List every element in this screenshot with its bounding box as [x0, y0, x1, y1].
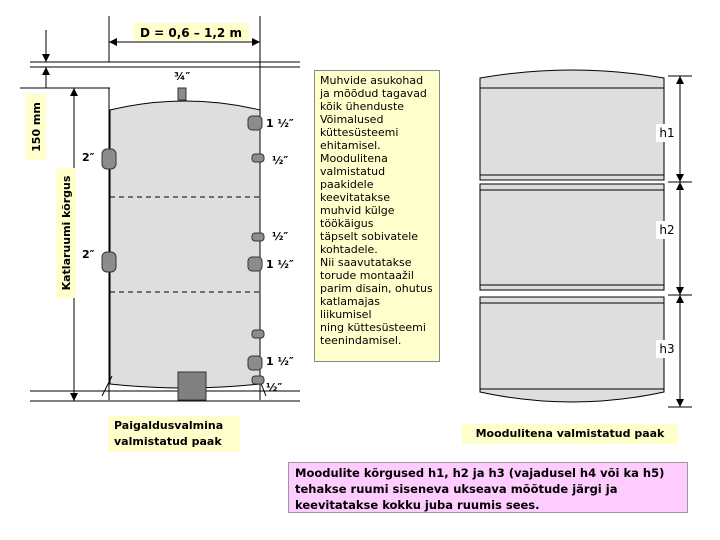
arrow-down [42, 54, 50, 62]
fitting-label-r5: 1 ½″ [266, 355, 294, 368]
bottom-note: Moodulite kõrgused h1, h2 ja h3 (vajadusel h4 või ka h5) tehakse ruumi siseneva ukseava mõõtude järgi ja keevitatakse kokku juba ruumis sees. [288, 462, 688, 513]
module-2 [480, 184, 664, 290]
left-fitting-2 [102, 252, 116, 272]
module-3 [480, 297, 664, 402]
d-label: D = 0,6 – 1,2 m [140, 26, 242, 40]
fitting-label-r6: ½″ [266, 381, 283, 394]
right-fitting-7 [252, 376, 264, 384]
caption-single-tank: Paigaldusvalmina valmistatud paak [108, 416, 240, 452]
module-label-h3: h3 [659, 342, 675, 356]
tank-modular [480, 70, 664, 402]
label-room-height: Katlaruumi kõrgus [60, 175, 73, 291]
fitting-label-r2: ½″ [272, 154, 289, 167]
label-150: 150 mm [30, 102, 43, 152]
left-fitting-1 [102, 149, 116, 169]
module-1 [480, 70, 664, 180]
tank-single [102, 88, 266, 400]
right-fitting-1 [248, 116, 262, 130]
fitting-label-r1: 1 ½″ [266, 117, 294, 130]
fitting-label-l1: 2″ [82, 151, 95, 164]
top-fitting [178, 88, 186, 100]
right-fitting-6 [248, 356, 262, 370]
d-arrow-left [109, 38, 117, 46]
module-label-h2: h2 [659, 223, 675, 237]
right-fitting-4 [248, 257, 262, 271]
caption-modular-tank: Moodulitena valmistatud paak [462, 424, 678, 444]
info-note: Muhvide asukohad ja mõõdud tagavad kõik ühenduste Võimalused küttesüsteemi ehitamisel. Moodulitena valmistatud paakidele keevitatakse muhvid külge töökäigus täpselt sobivatele kohtadele. Nii saavutatakse torude montaažil parim disain, ohutus katlamajas liikumisel ning küttesüsteemi teenindamisel. [314, 70, 440, 362]
d-arrow-right [252, 38, 260, 46]
arrow-down-room [70, 393, 78, 401]
fitting-label-r3: ½″ [272, 230, 289, 243]
fitting-label-top: ¾″ [174, 70, 191, 83]
fitting-label-r4: 1 ½″ [266, 258, 294, 271]
right-fitting-3 [252, 233, 264, 241]
right-fitting-5 [252, 330, 264, 338]
right-fitting-2 [252, 154, 264, 162]
fitting-label-l2: 2″ [82, 248, 95, 261]
arrow-up-room [70, 88, 78, 96]
module-label-h1: h1 [659, 126, 675, 140]
drain-block [178, 372, 206, 400]
